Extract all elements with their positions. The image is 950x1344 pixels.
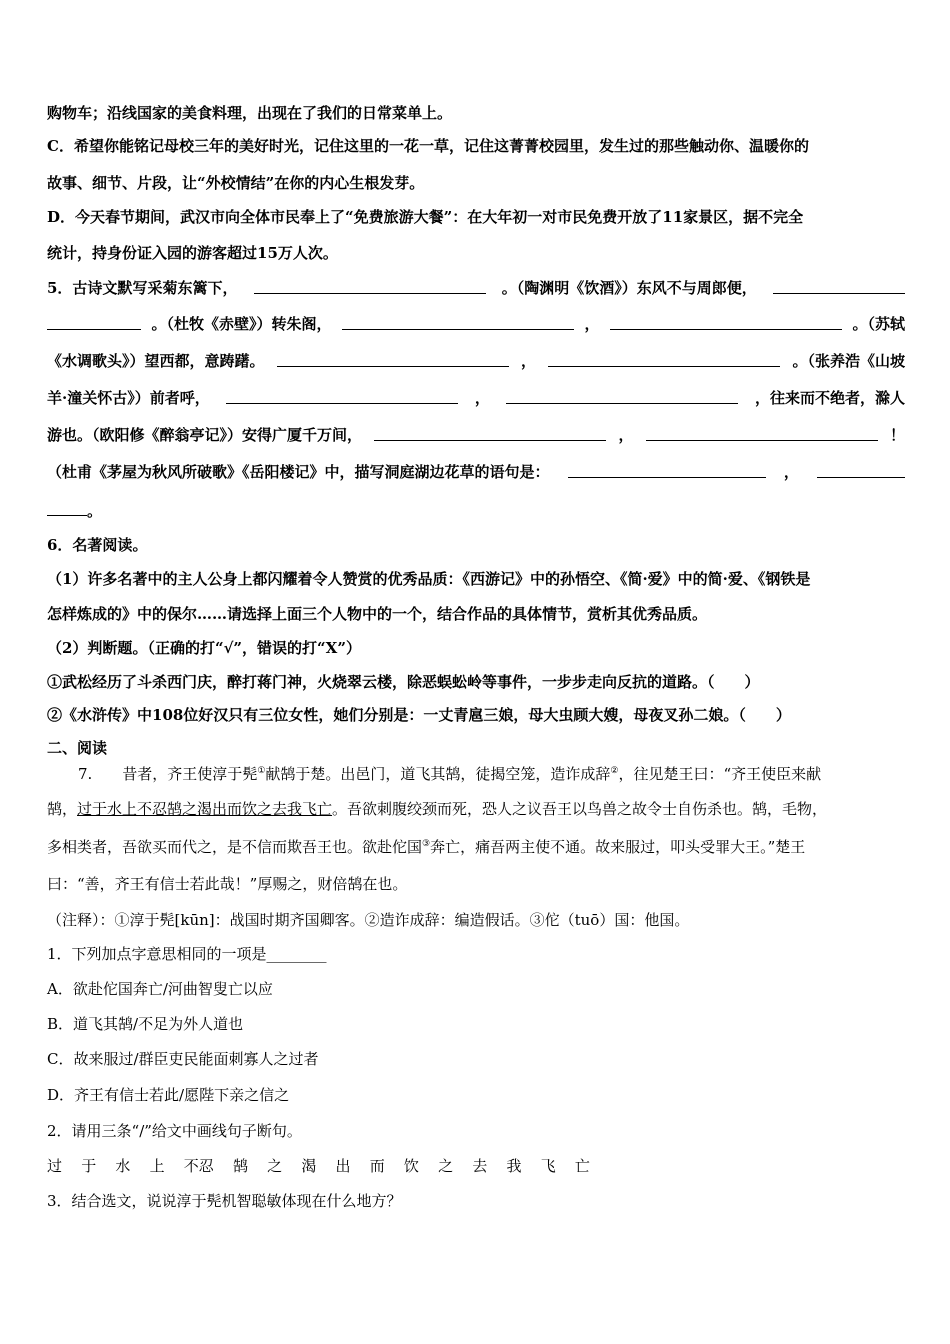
answer-blank[interactable] bbox=[342, 314, 574, 330]
footnote-mark: ① bbox=[257, 766, 266, 776]
q5-line3 bbox=[47, 351, 905, 371]
answer-blank[interactable] bbox=[548, 351, 780, 367]
char: 于 bbox=[81, 1157, 97, 1175]
option-c[interactable]: C．故来服过/群臣吏民能面刺寡人之过者 bbox=[47, 1050, 319, 1068]
q5-text: 5．古诗文默写采菊东篱下， bbox=[47, 279, 238, 297]
q5-text: 。 bbox=[87, 502, 103, 520]
q5-text: 。（杜牧《赤壁》）转朱阁， bbox=[151, 315, 332, 333]
q5-text: ， bbox=[618, 426, 634, 444]
answer-blank[interactable] bbox=[47, 314, 141, 330]
q5-line5 bbox=[47, 425, 905, 445]
q5-text: ， bbox=[783, 463, 799, 481]
annotation: （注释）：①淳于髡[kūn]：战国时期齐国卿客。②造诈成辞：编造假话。③佗（tuō）国：他国。 bbox=[47, 911, 690, 929]
char: 水 bbox=[115, 1157, 131, 1175]
option-a[interactable]: A．欲赴佗国奔亡/河曲智叟亡以应 bbox=[47, 980, 273, 998]
sub-question-3: 3．结合选文，说说淳于髡机智聪敏体现在什么地方？ bbox=[47, 1192, 402, 1210]
char: 飞 bbox=[540, 1157, 556, 1175]
footnote-mark: ② bbox=[610, 766, 619, 776]
passage-line3: 多相类者，吾欲买而代之，是不信而欺吾王也。欲赴佗国③奔亡，痛吾两主使不通。故来服过，叩头受罪大王。”楚王 bbox=[47, 838, 806, 856]
q4-option-b-tail: 购物车；沿线国家的美食料理，出现在了我们的日常菜单上。 bbox=[47, 104, 453, 122]
answer-blank[interactable] bbox=[646, 425, 878, 441]
char: 去 bbox=[472, 1157, 488, 1175]
char: 不忍 bbox=[183, 1157, 214, 1175]
answer-blank[interactable] bbox=[610, 314, 842, 330]
q6-judge-1: ①武松经历了斗杀西门庆，醉打蒋门神，火烧翠云楼，除恶蜈蚣岭等事件，一步步走向反抗的道路。（ ） bbox=[47, 673, 760, 691]
option-d[interactable]: D．齐王有信士若此/愿陛下亲之信之 bbox=[47, 1086, 290, 1104]
answer-blank[interactable] bbox=[254, 278, 486, 294]
passage-line4: 曰：“善，齐王有信士若此哉！”厚赐之，财倍鹄在也。 bbox=[47, 875, 408, 893]
passage-line2: 鹄，过于水上不忍鹄之渴出而饮之去我飞亡。吾欲刺腹绞颈而死，恐人之议吾王以鸟兽之故令士自伤杀也。鹄，毛物， bbox=[47, 800, 828, 818]
q5-line1 bbox=[47, 278, 905, 298]
answer-blank[interactable] bbox=[47, 500, 87, 516]
q5-text: （杜甫《茅屋为秋风所破歌》《岳阳楼记》中，描写洞庭湖边花草的语句是： bbox=[47, 463, 550, 481]
q5-text: 。（苏轼 bbox=[852, 315, 905, 333]
sub-question-1: 1．下列加点字意思相同的一项是________ bbox=[47, 945, 327, 963]
answer-blank[interactable] bbox=[374, 425, 606, 441]
char: 我 bbox=[506, 1157, 522, 1175]
q5-text: 羊·潼关怀古》）前者呼， bbox=[47, 389, 210, 407]
sub-question-2: 2．请用三条“/”给文中画线句子断句。 bbox=[47, 1122, 302, 1140]
q5-text: ， bbox=[520, 352, 536, 370]
option-b[interactable]: B．道飞其鹄/不足为外人道也 bbox=[47, 1015, 244, 1033]
q4-option-d-line1: D．今天春节期间，武汉市向全体市民奉上了“免费旅游大餐”：在大年初一对市民免费开放了11家景区，据不完全 bbox=[47, 208, 804, 226]
char: 而 bbox=[369, 1157, 385, 1175]
q6-title: 6．名著阅读。 bbox=[47, 536, 148, 554]
answer-blank[interactable] bbox=[506, 388, 738, 404]
q5-text: ， bbox=[584, 315, 600, 333]
char: 之 bbox=[267, 1157, 283, 1175]
q6-sub1-line1: （1）许多名著中的主人公身上都闪耀着令人赞赏的优秀品质：《西游记》中的孙悟空、《简·爱》中的简·爱、《钢铁是 bbox=[47, 570, 811, 588]
q6-judge-2: ②《水浒传》中108位好汉只有三位女性，她们分别是：一丈青扈三娘，母大虫顾大嫂，母夜叉孙二娘。（ ） bbox=[47, 706, 791, 724]
q5-text: 《水调歌头》）望西都，意踌躇。 bbox=[47, 352, 265, 370]
answer-blank[interactable] bbox=[817, 462, 905, 478]
sentence-split-row bbox=[47, 1156, 590, 1176]
answer-blank[interactable] bbox=[277, 351, 509, 367]
q5-line4 bbox=[47, 388, 905, 408]
q4-option-c-line1: C．希望你能铭记母校三年的美好时光，记住这里的一花一草，记住这菁菁校园里，发生过的那些触动你、温暖你的 bbox=[47, 137, 809, 155]
underlined-sentence: 过于水上不忍鹄之渴出而饮之去我飞亡 bbox=[77, 800, 333, 818]
q4-option-c-line2: 故事、细节、片段，让“外校情结”在你的内心生根发芽。 bbox=[47, 174, 425, 192]
q5-text: 游也。（欧阳修《醉翁亭记》）安得广厦千万间， bbox=[47, 426, 363, 444]
char: 鹄 bbox=[232, 1157, 248, 1175]
q5-text: 。（陶渊明《饮酒》）东风不与周郎便， bbox=[501, 279, 757, 297]
char: 出 bbox=[335, 1157, 351, 1175]
answer-blank[interactable] bbox=[773, 278, 905, 294]
char: 过 bbox=[47, 1157, 63, 1175]
footnote-mark: ③ bbox=[422, 839, 431, 849]
q5-line2 bbox=[47, 314, 905, 334]
char: 亡 bbox=[574, 1157, 590, 1175]
char: 之 bbox=[438, 1157, 454, 1175]
char: 渴 bbox=[301, 1157, 317, 1175]
char: 饮 bbox=[403, 1157, 419, 1175]
q5-text: 。（张养浩《山坡 bbox=[792, 352, 905, 370]
q5-text: ， bbox=[474, 389, 490, 407]
q4-option-d-line2: 统计，持身份证入园的游客超过15万人次。 bbox=[47, 244, 338, 262]
answer-blank[interactable] bbox=[568, 462, 766, 478]
passage-line1 bbox=[78, 764, 905, 784]
passage-text: 7. 昔者，齐王使淳于髡①献鹄于楚。出邑门，道飞其鹄，徒揭空笼，造诈成辞②，往见楚王曰：“齐王使臣来献 bbox=[78, 765, 822, 783]
answer-blank[interactable] bbox=[226, 388, 458, 404]
q5-text: ，往来而不绝者，滁人 bbox=[754, 389, 905, 407]
q6-sub1-line2: 怎样炼成的》中的保尔……请选择上面三个人物中的一个，结合作品的具体情节，赏析其优秀品质。 bbox=[47, 605, 708, 623]
q5-line6 bbox=[47, 462, 905, 482]
q5-text: ！ bbox=[889, 426, 905, 444]
char: 上 bbox=[149, 1157, 165, 1175]
q6-sub2: （2）判断题。（正确的打“√”，错误的打“X”） bbox=[47, 639, 361, 657]
section-title: 二、阅读 bbox=[47, 739, 108, 757]
q5-line7 bbox=[47, 500, 905, 521]
